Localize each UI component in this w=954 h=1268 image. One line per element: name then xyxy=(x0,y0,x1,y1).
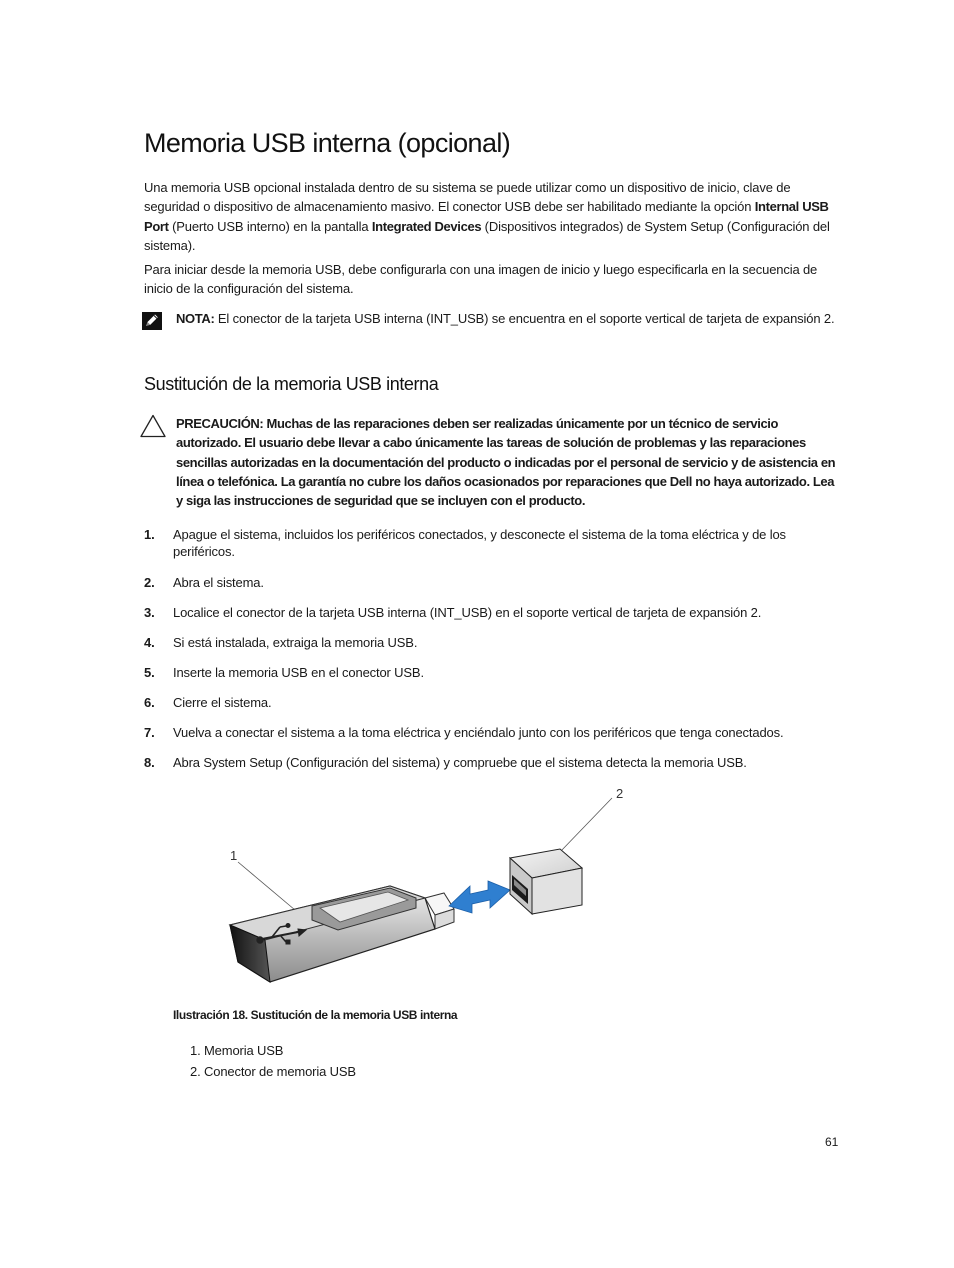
step-number: 6. xyxy=(144,695,155,710)
note-text xyxy=(176,309,844,328)
step-text: Inserte la memoria USB en el conector USB. xyxy=(173,665,424,680)
step-number: 4. xyxy=(144,635,155,650)
step-text: Si está instalada, extraiga la memoria USB. xyxy=(173,635,418,650)
step-text: Apague el sistema, incluidos los periféricos conectados, y desconecte el sistema de la toma eléctrica y de los periféricos. xyxy=(173,527,786,560)
boot-paragraph: Para iniciar desde la memoria USB, debe configurarla con una imagen de inicio y luego especificarla en la secuencia de inicio de la configuración del sistema. xyxy=(144,262,818,297)
step-text: Cierre el sistema. xyxy=(173,695,272,710)
insert-direction-arrow xyxy=(449,881,510,913)
warning-triangle-icon xyxy=(140,414,166,438)
step-text: Vuelva a conectar el sistema a la toma eléctrica y enciéndalo junto con los periféricos que tenga conectados. xyxy=(173,725,784,740)
step-text: Abra System Setup (Configuración del sistema) y compruebe que el sistema detecta la memoria USB. xyxy=(173,755,747,770)
step-number: 7. xyxy=(144,725,155,740)
usb-connector xyxy=(510,849,582,914)
step-number: 8. xyxy=(144,755,155,770)
step-text: Abra el sistema. xyxy=(173,575,264,590)
usb-replacement-illustration xyxy=(220,782,640,992)
page-title: Memoria USB interna (opcional) xyxy=(144,128,511,158)
caution-text: PRECAUCIÓN: Muchas de las reparaciones deben ser realizadas únicamente por un técnico de servicio autorizado. El usuario debe llevar a cabo únicamente las tareas de solución de problemas y las reparaciones sencillas autorizadas en la documentación del producto o indicadas por el personal de servicio y de asistencia en línea o telefónica. La garantía no cubre los daños ocasionados por reparaciones que Dell no haya autorizado. Lea y siga las instrucciones de seguridad que se incluyen con el producto. xyxy=(176,416,836,509)
legend-item: 1. Memoria USB xyxy=(190,1043,284,1058)
callout-2-label: 2 xyxy=(616,786,624,801)
step-number: 3. xyxy=(144,605,155,620)
section-title: Sustitución de la memoria USB interna xyxy=(144,374,439,394)
note-body: El conector de la tarjeta USB interna (INT_USB) se encuentra en el soporte vertical de tarjeta de expansión 2. xyxy=(214,311,835,326)
step-number: 5. xyxy=(144,665,155,680)
internal-usb-port-option: Internal USB Port xyxy=(144,199,829,234)
intro-text-2: (Puerto USB interno) en la pantalla xyxy=(168,218,372,234)
callout-2-leader xyxy=(560,798,612,852)
intro-paragraph xyxy=(144,178,844,255)
intro-text-1: Una memoria USB opcional instalada dentro de su sistema se puede utilizar como un dispositivo de inicio, clave de seguridad o dispositivo de almacenamiento masivo. El conector USB debe ser habilitado mediante la opción xyxy=(144,180,791,215)
legend-item: 2. Conector de memoria USB xyxy=(190,1064,356,1079)
step-text: Localice el conector de la tarjeta USB interna (INT_USB) en el soporte vertical de tarjeta de expansión 2. xyxy=(173,605,762,620)
callout-1-label: 1 xyxy=(230,848,238,863)
note-pencil-icon xyxy=(142,311,162,331)
step-number: 1. xyxy=(144,527,155,542)
usb-memory-stick xyxy=(230,886,454,982)
intro-text-3: (Dispositivos integrados) de System Setup (Configuración del sistema). xyxy=(144,218,830,253)
step-number: 2. xyxy=(144,575,155,590)
page-number: 61 xyxy=(825,1135,839,1149)
figure-caption: Ilustración 18. Sustitución de la memoria USB interna xyxy=(173,1008,458,1022)
figure-legend xyxy=(190,1040,356,1082)
callout-1-leader xyxy=(238,862,295,910)
integrated-devices-screen: Integrated Devices xyxy=(371,218,482,234)
note-label: NOTA: xyxy=(176,311,215,326)
